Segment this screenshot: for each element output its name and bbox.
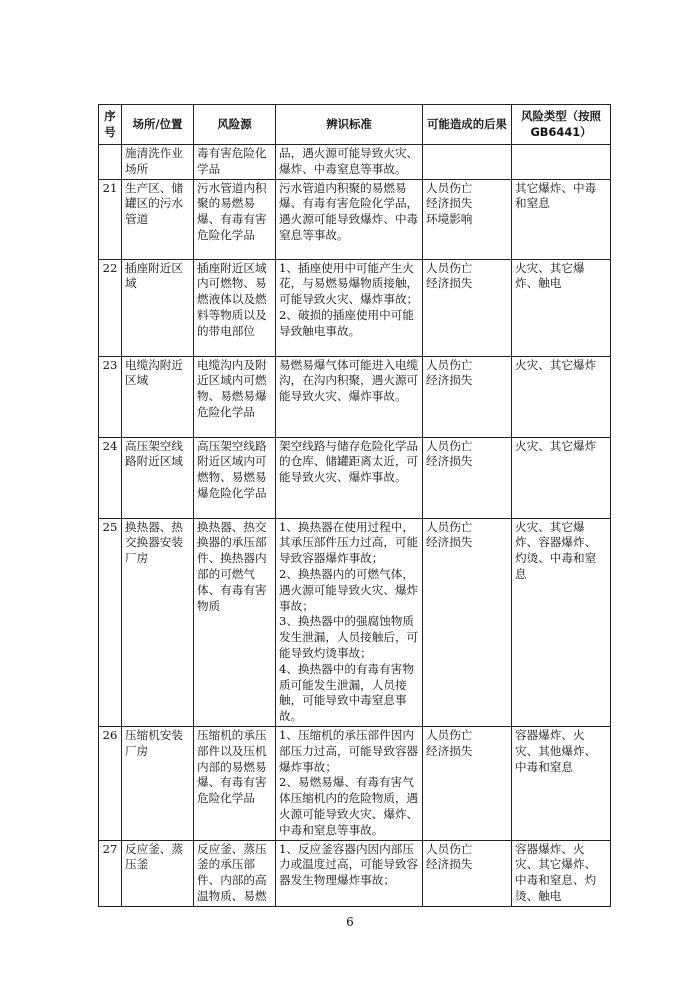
row-consequence: 人员伤亡 经济损失 [423, 840, 512, 906]
row-consequence: 人员伤亡 经济损失 [423, 259, 512, 356]
row-place: 反应釜、蒸压釜 [122, 840, 194, 906]
row-no: 26 [99, 726, 122, 840]
row-source: 换热器、热交换器的承压部件、换热器内部的可燃气体、有毒有害物质 [194, 518, 276, 726]
row-type: 容器爆炸、火灾、其它爆炸、中毒和窒息、灼烫、触电 [512, 840, 611, 906]
row-criteria: 1、反应釜容器内因内部压力或温度过高，可能导致容器发生物理爆炸事故； [276, 840, 423, 906]
row-consequence: 人员伤亡 经济损失 [423, 356, 512, 437]
row-place: 生产区、储罐区的污水管道 [122, 179, 194, 259]
row-source: 插座附近区域内可燃物、易燃液体以及燃料等物质以及的带电部位 [194, 259, 276, 356]
table-row [99, 726, 611, 840]
row-criteria: 污水管道内积聚的易燃易爆、有毒有害危险化学品，遇火源可能导致爆炸、中毒窒息等事故。 [276, 179, 423, 259]
header-type: 风险类型（按照GB6441） [512, 105, 611, 145]
row-type: 火灾、其它爆炸、容器爆炸、灼烫、中毒和窒息 [512, 518, 611, 726]
row-consequence: 人员伤亡 经济损失 [423, 518, 512, 726]
row-criteria: 架空线路与储存危险化学品的仓库、储罐距离太近，可能导致火灾、爆炸事故。 [276, 437, 423, 518]
row-no: 24 [99, 437, 122, 518]
row-source: 电缆沟内及附近区域内可燃物、易燃易爆危险化学品 [194, 356, 276, 437]
page-number: 6 [346, 915, 354, 929]
row-type: 其它爆炸、中毒和窒息 [512, 179, 611, 259]
table-row [99, 518, 611, 726]
row-place: 压缩机安装厂房 [122, 726, 194, 840]
row-consequence: 人员伤亡 经济损失 环境影响 [423, 179, 512, 259]
row-consequence: 人员伤亡 经济损失 [423, 437, 512, 518]
header-criteria: 辨识标准 [276, 105, 423, 145]
row-place: 电缆沟附近区域 [122, 356, 194, 437]
header-consequence: 可能造成的后果 [423, 105, 512, 145]
row-source: 反应釜、蒸压釜的承压部件、内部的高温物质、易燃 [194, 840, 276, 906]
header-no: 序号 [99, 105, 122, 145]
table-row [99, 356, 611, 437]
header-source: 风险源 [194, 105, 276, 145]
row-source: 毒有害危险化学品 [194, 145, 276, 180]
row-consequence [423, 145, 512, 180]
row-criteria: 易燃易爆气体可能进入电缆沟，在沟内积聚，遇火源可能导致火灾、爆炸事故。 [276, 356, 423, 437]
risk-table [98, 104, 611, 907]
row-type: 容器爆炸、火灾、其他爆炸、中毒和窒息 [512, 726, 611, 840]
table-row [99, 179, 611, 259]
row-type: 火灾、其它爆炸 [512, 437, 611, 518]
row-place: 换热器、热交换器安装厂房 [122, 518, 194, 726]
table-row [99, 840, 611, 906]
header-place: 场所/位置 [122, 105, 194, 145]
row-criteria: 1、插座使用中可能产生火花，与易燃易爆物质接触，可能导致火灾、爆炸事故； 2、破损的插座使用中可能导致触电事故。 [276, 259, 423, 356]
table-row [99, 145, 611, 180]
row-no [99, 145, 122, 180]
row-criteria: 品，遇火源可能导致火灾、爆炸、中毒窒息等事故。 [276, 145, 423, 180]
row-place: 施清洗作业场所 [122, 145, 194, 180]
header-row [99, 105, 611, 145]
row-type: 火灾、其它爆炸 [512, 356, 611, 437]
row-no: 21 [99, 179, 122, 259]
row-type [512, 145, 611, 180]
row-criteria: 1、压缩机的承压部件因内部压力过高，可能导致容器爆炸事故； 2、易燃易爆、有毒有害气体压缩机内的危险物质，遇火源可能导致火灾、爆炸、中毒和窒息等事故。 [276, 726, 423, 840]
row-place: 高压架空线路附近区域 [122, 437, 194, 518]
row-source: 污水管道内积聚的易燃易爆、有毒有害危险化学品 [194, 179, 276, 259]
row-criteria: 1、换热器在使用过程中，其承压部件压力过高，可能导致容器爆炸事故； 2、换热器内的可燃气体，遇火源可能导致火灾、爆炸事故； 3、换热器中的强腐蚀物质发生泄漏，人员接触后，可能导致灼烫事故； 4、换热器中的有毒有害物质可能发生泄漏，人员接触，可能导致中毒窒息事故。 [276, 518, 423, 726]
table-row [99, 437, 611, 518]
row-no: 25 [99, 518, 122, 726]
row-no: 23 [99, 356, 122, 437]
table-row [99, 259, 611, 356]
row-source: 压缩机的承压部件以及压机内部的易燃易爆、有毒有害危险化学品 [194, 726, 276, 840]
row-type: 火灾、其它爆炸、触电 [512, 259, 611, 356]
row-place: 插座附近区域 [122, 259, 194, 356]
row-no: 27 [99, 840, 122, 906]
row-no: 22 [99, 259, 122, 356]
row-source: 高压架空线路附近区域内可燃物、易燃易爆危险化学品 [194, 437, 276, 518]
row-consequence: 人员伤亡 经济损失 [423, 726, 512, 840]
